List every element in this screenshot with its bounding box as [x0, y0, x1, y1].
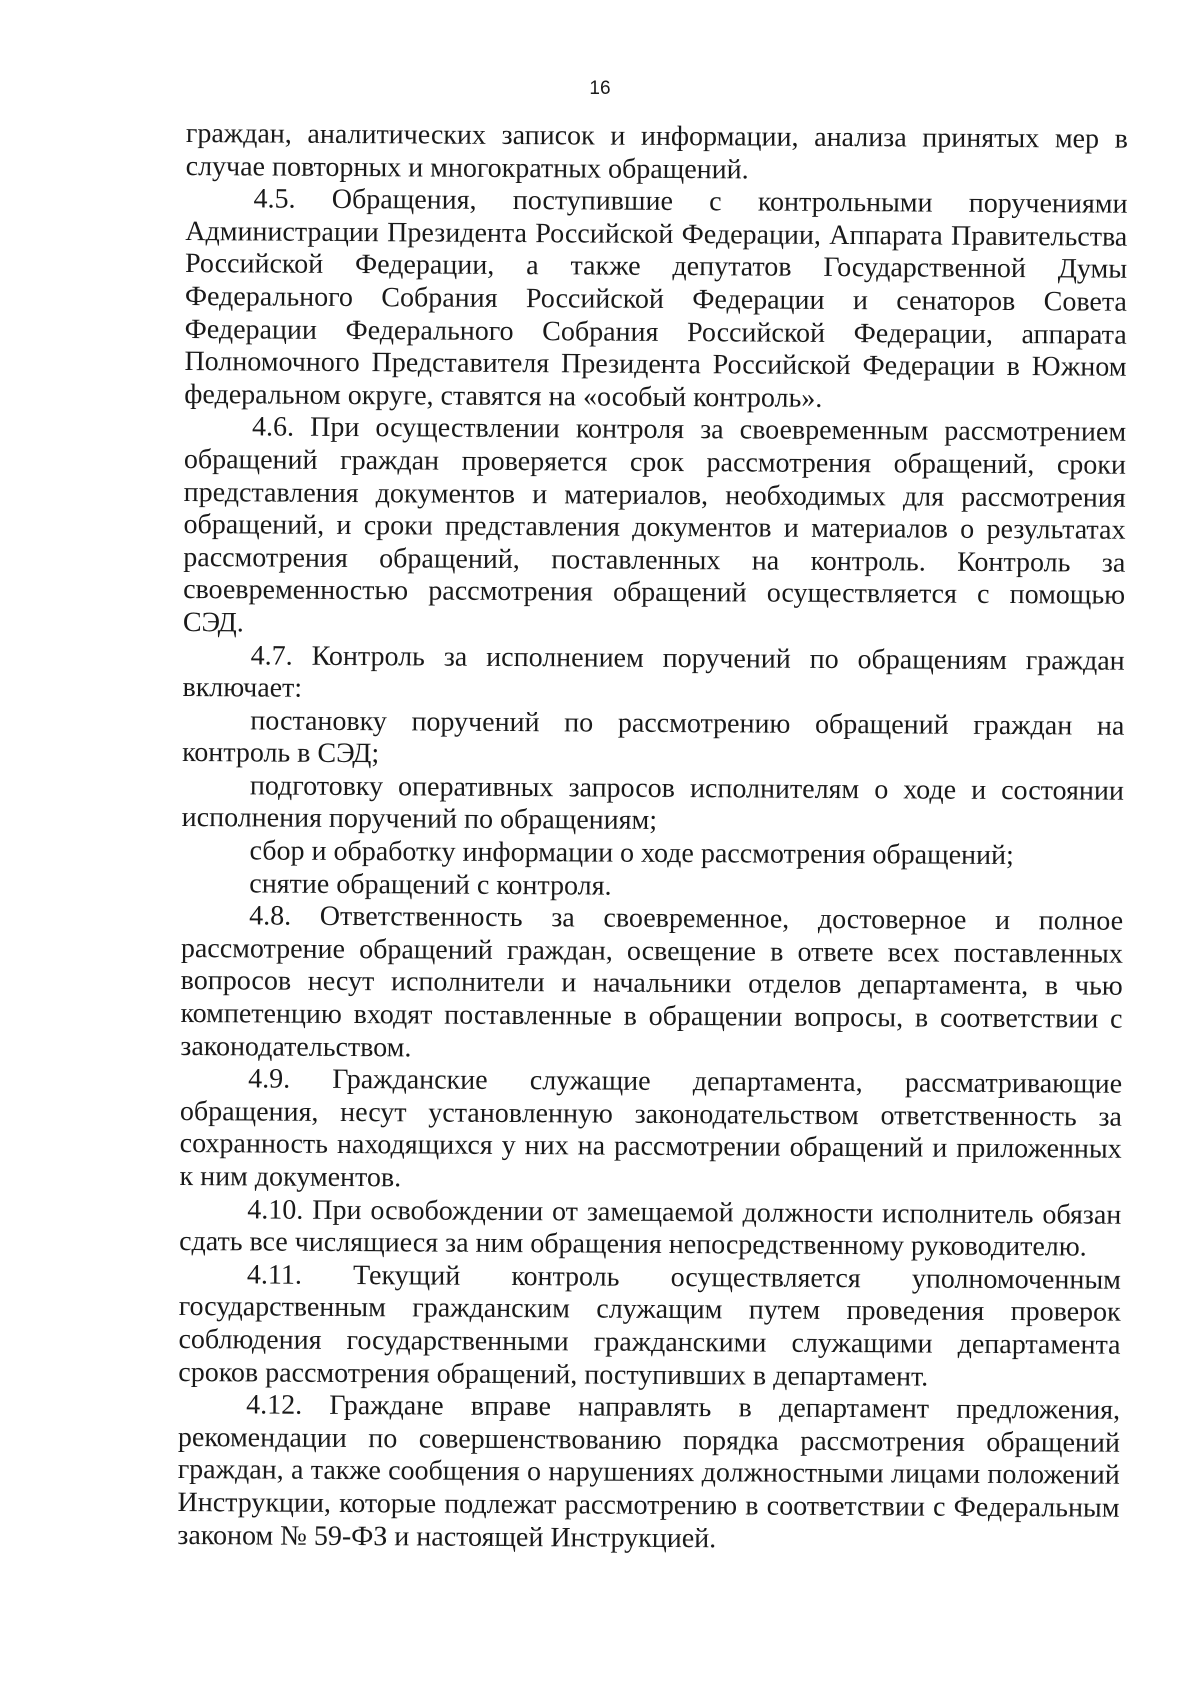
list-item-control-setup: постановку поручений по рассмотрению обращений граждан на контроль в СЭД;: [182, 705, 1125, 770]
paragraph-4-12: 4.12. Граждане вправе направлять в департамент предложения, рекомендации по совершенствованию порядка рассмотрения обращений граждан, а также сообщения о нарушениях должностными лицами положений Инструкции, которые подлежат рассмотрению в соответствии с Федеральным законом № 59-ФЗ и настоящей Инструкцией.: [177, 1389, 1121, 1554]
list-item-information-processing: сбор и обработку информации о ходе рассмотрения обращений;: [249, 835, 1014, 872]
paragraph-4-9: 4.9. Гражданские служащие департамента, рассматривающие обращения, несут установленную законодательством ответственность за сохранность находящихся у них на рассмотрении обращений и приложенных к ним документов.: [179, 1063, 1123, 1194]
list-item-control-removal: снятие обращений с контроля.: [249, 868, 612, 902]
page-number: 16: [589, 78, 611, 99]
paragraph-4-10: 4.10. При освобождении от замещаемой должности исполнитель обязан сдать все числящиеся за ним обращения непосредственному руководителю.: [179, 1193, 1122, 1263]
paragraph-4-7: 4.7. Контроль за исполнением поручений по обращениям граждан включает:: [182, 639, 1125, 704]
list-item-operative-requests: подготовку оперативных запросов исполнителям о ходе и состоянии исполнения поручений по обращениям;: [181, 770, 1125, 837]
paragraph-continuation: граждан, аналитических записок и информации, анализа принятых мер в случае повторных и многократных обращений.: [185, 118, 1128, 186]
document-body: [177, 118, 1128, 1558]
paragraph-4-8: 4.8. Ответственность за своевременное, достоверное и полное рассмотрение обращений граждан, освещение в ответе всех поставленных вопросов несут исполнители и начальники отделов департамента, в чью компетенцию входят поставленные в обращении вопросы, в соответствии с законодательством.: [180, 900, 1124, 1064]
paragraph-4-11: 4.11. Текущий контроль осуществляется уполномоченным государственным гражданским служащим путем проведения проверок соблюдения государственными гражданскими служащими департамента сроков рассмотрения обращений, поступивших в департамент.: [178, 1259, 1122, 1393]
paragraph-4-5: 4.5. Обращения, поступившие с контрольными поручениями Администрации Президента Российской Федерации, Аппарата Правительства Российской Федерации, а также депутатов Государственной Думы Федерального Собрания Российской Федерации и сенаторов Совета Федерации Федерального Собрания Российской Федерации, аппарата Полномочного Представителя Президента Российской Федерации в Южном федеральном округе, ставятся на «особый контроль».: [184, 183, 1128, 414]
paragraph-4-6: 4.6. При осуществлении контроля за своевременным рассмотрением обращений граждан проверяется срок рассмотрения обращений, сроки представления документов и материалов, необходимых для рассмотрения обращений, и сроки представления документов и материалов о результатах рассмотрения обращений, поставленных на контроль. Контроль за своевременностью рассмотрения обращений осуществляется с помощью СЭД.: [182, 411, 1127, 639]
